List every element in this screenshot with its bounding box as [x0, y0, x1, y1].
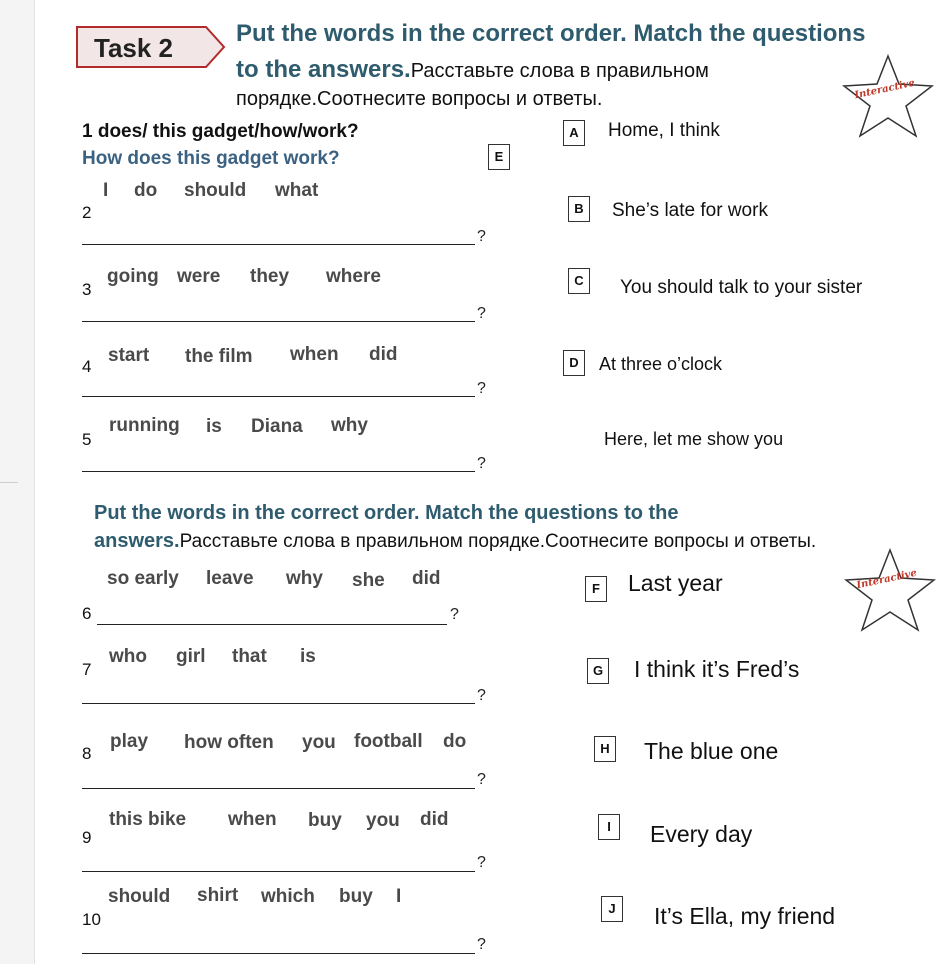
- answer-g-box: G: [587, 658, 609, 684]
- answer-a-text: Home, I think: [608, 120, 720, 141]
- question-4-number: 4: [82, 357, 92, 376]
- question-5-answer-line: [82, 471, 475, 472]
- answer-e-text: Here, let me show you: [604, 429, 784, 449]
- section2-heading-line2: answers.: [94, 530, 180, 552]
- question-10-word: should: [108, 886, 171, 907]
- interactive-star-label: Interactive: [855, 567, 918, 592]
- task-label: Task 2: [94, 33, 174, 63]
- answer-j-box: J: [601, 896, 623, 922]
- question-10-qmark: ?: [477, 936, 486, 953]
- question-7-answer-line: [82, 703, 475, 704]
- question-2-word: should: [184, 180, 247, 201]
- answer-c-box: C: [568, 268, 590, 294]
- task-badge: [76, 22, 226, 72]
- answer-b-text: She’s late for work: [612, 200, 768, 221]
- question-6-word: she: [352, 570, 385, 591]
- question-9-number: 9: [82, 828, 92, 847]
- answer-h-text: The blue one: [644, 738, 779, 764]
- question-6-word: leave: [206, 568, 254, 589]
- question-10-word: I: [396, 886, 402, 907]
- question-3-word: were: [177, 266, 221, 287]
- question-6-word: so early: [107, 568, 179, 589]
- question-10-answer-line: [82, 953, 475, 954]
- question-10-number: 10: [82, 910, 101, 929]
- question-8-word: you: [302, 732, 336, 753]
- question-9-word: you: [366, 810, 400, 831]
- question-7-word: girl: [176, 646, 206, 667]
- question-3-qmark: ?: [477, 305, 486, 322]
- question-6-answer-line: [97, 624, 447, 625]
- question-7-word: who: [109, 646, 147, 667]
- question-9-qmark: ?: [477, 854, 486, 871]
- section1-heading-line1: Put the words in the correct order. Match the questions: [236, 20, 866, 47]
- question-9-answer-line: [82, 871, 475, 872]
- question-9-word: this bike: [109, 809, 187, 830]
- example-prompt: 1 does/ this gadget/how/work?: [82, 121, 359, 142]
- question-7-word: is: [300, 646, 316, 667]
- question-3-word: they: [250, 266, 290, 287]
- answer-i-box: I: [598, 814, 620, 840]
- answer-f-text: Last year: [628, 570, 723, 596]
- example-answer: How does this gadget work?: [82, 148, 340, 169]
- answer-c-text: You should talk to your sister: [620, 277, 863, 298]
- question-2-word: what: [275, 180, 319, 201]
- answer-d-text: At three o’clock: [599, 354, 723, 374]
- section2-ru: Расставьте слова в правильном порядке.Соотнесите вопросы и ответы.: [179, 531, 817, 552]
- question-8-word: football: [354, 731, 423, 752]
- question-8-word: do: [443, 731, 467, 752]
- section1-ru-line2: порядке.Соотнесите вопросы и ответы.: [236, 88, 603, 110]
- question-8-word: how often: [184, 732, 274, 753]
- section1-heading-line2: to the answers.: [236, 56, 411, 83]
- question-6-qmark: ?: [450, 606, 459, 623]
- question-8-word: play: [110, 731, 149, 752]
- question-7-word: that: [232, 646, 267, 667]
- question-2-word: do: [134, 180, 158, 201]
- interactive-star-label: Interactive: [853, 77, 916, 102]
- question-2-number: 2: [82, 203, 92, 222]
- question-10-word: which: [261, 886, 315, 907]
- answer-j-text: It’s Ella, my friend: [654, 903, 836, 929]
- question-8-qmark: ?: [477, 771, 486, 788]
- question-3-word: where: [326, 266, 381, 287]
- example-match-box: E: [488, 144, 510, 170]
- answer-i-text: Every day: [650, 821, 753, 847]
- question-4-word: start: [108, 345, 150, 366]
- question-5-word: is: [206, 416, 222, 437]
- section1-heading-line2-row: [236, 56, 709, 84]
- question-4-answer-line: [82, 396, 475, 397]
- question-7-number: 7: [82, 660, 92, 679]
- question-6-word: did: [412, 568, 441, 589]
- question-8-answer-line: [82, 788, 475, 789]
- question-7-qmark: ?: [477, 687, 486, 704]
- answer-f-box: F: [585, 576, 607, 602]
- question-5-number: 5: [82, 430, 92, 449]
- answer-b-box: B: [568, 196, 590, 222]
- question-10-word: buy: [339, 886, 373, 907]
- question-9-word: buy: [308, 810, 342, 831]
- question-3-number: 3: [82, 280, 92, 299]
- question-8-number: 8: [82, 744, 92, 763]
- question-9-word: when: [228, 809, 277, 830]
- page-edge-mark: [0, 482, 18, 483]
- question-10-word: shirt: [197, 885, 239, 906]
- answer-h-box: H: [594, 736, 616, 762]
- answer-a-box: A: [563, 120, 585, 146]
- question-3-word: going: [107, 266, 159, 287]
- question-4-qmark: ?: [477, 380, 486, 397]
- section1-ru-line1: Расставьте слова в правильном: [410, 60, 709, 82]
- answer-d-box: D: [563, 350, 585, 376]
- question-2-word: I: [103, 180, 109, 201]
- question-4-word: did: [369, 344, 398, 365]
- question-5-qmark: ?: [477, 455, 486, 472]
- section2-heading-line1: Put the words in the correct order. Match the questions to the: [94, 502, 679, 524]
- question-5-word: running: [109, 415, 180, 436]
- question-2-answer-line: [82, 244, 475, 245]
- question-5-word: why: [331, 415, 368, 436]
- question-2-qmark: ?: [477, 228, 486, 245]
- question-9-word: did: [420, 809, 449, 830]
- question-5-word: Diana: [251, 416, 303, 437]
- question-4-word: when: [290, 344, 339, 365]
- answer-g-text: I think it’s Fred’s: [634, 656, 800, 682]
- question-3-answer-line: [82, 321, 475, 322]
- question-6-number: 6: [82, 604, 92, 623]
- section2-heading-line2-row: [94, 530, 816, 553]
- question-4-word: the film: [185, 346, 253, 367]
- question-6-word: why: [286, 568, 323, 589]
